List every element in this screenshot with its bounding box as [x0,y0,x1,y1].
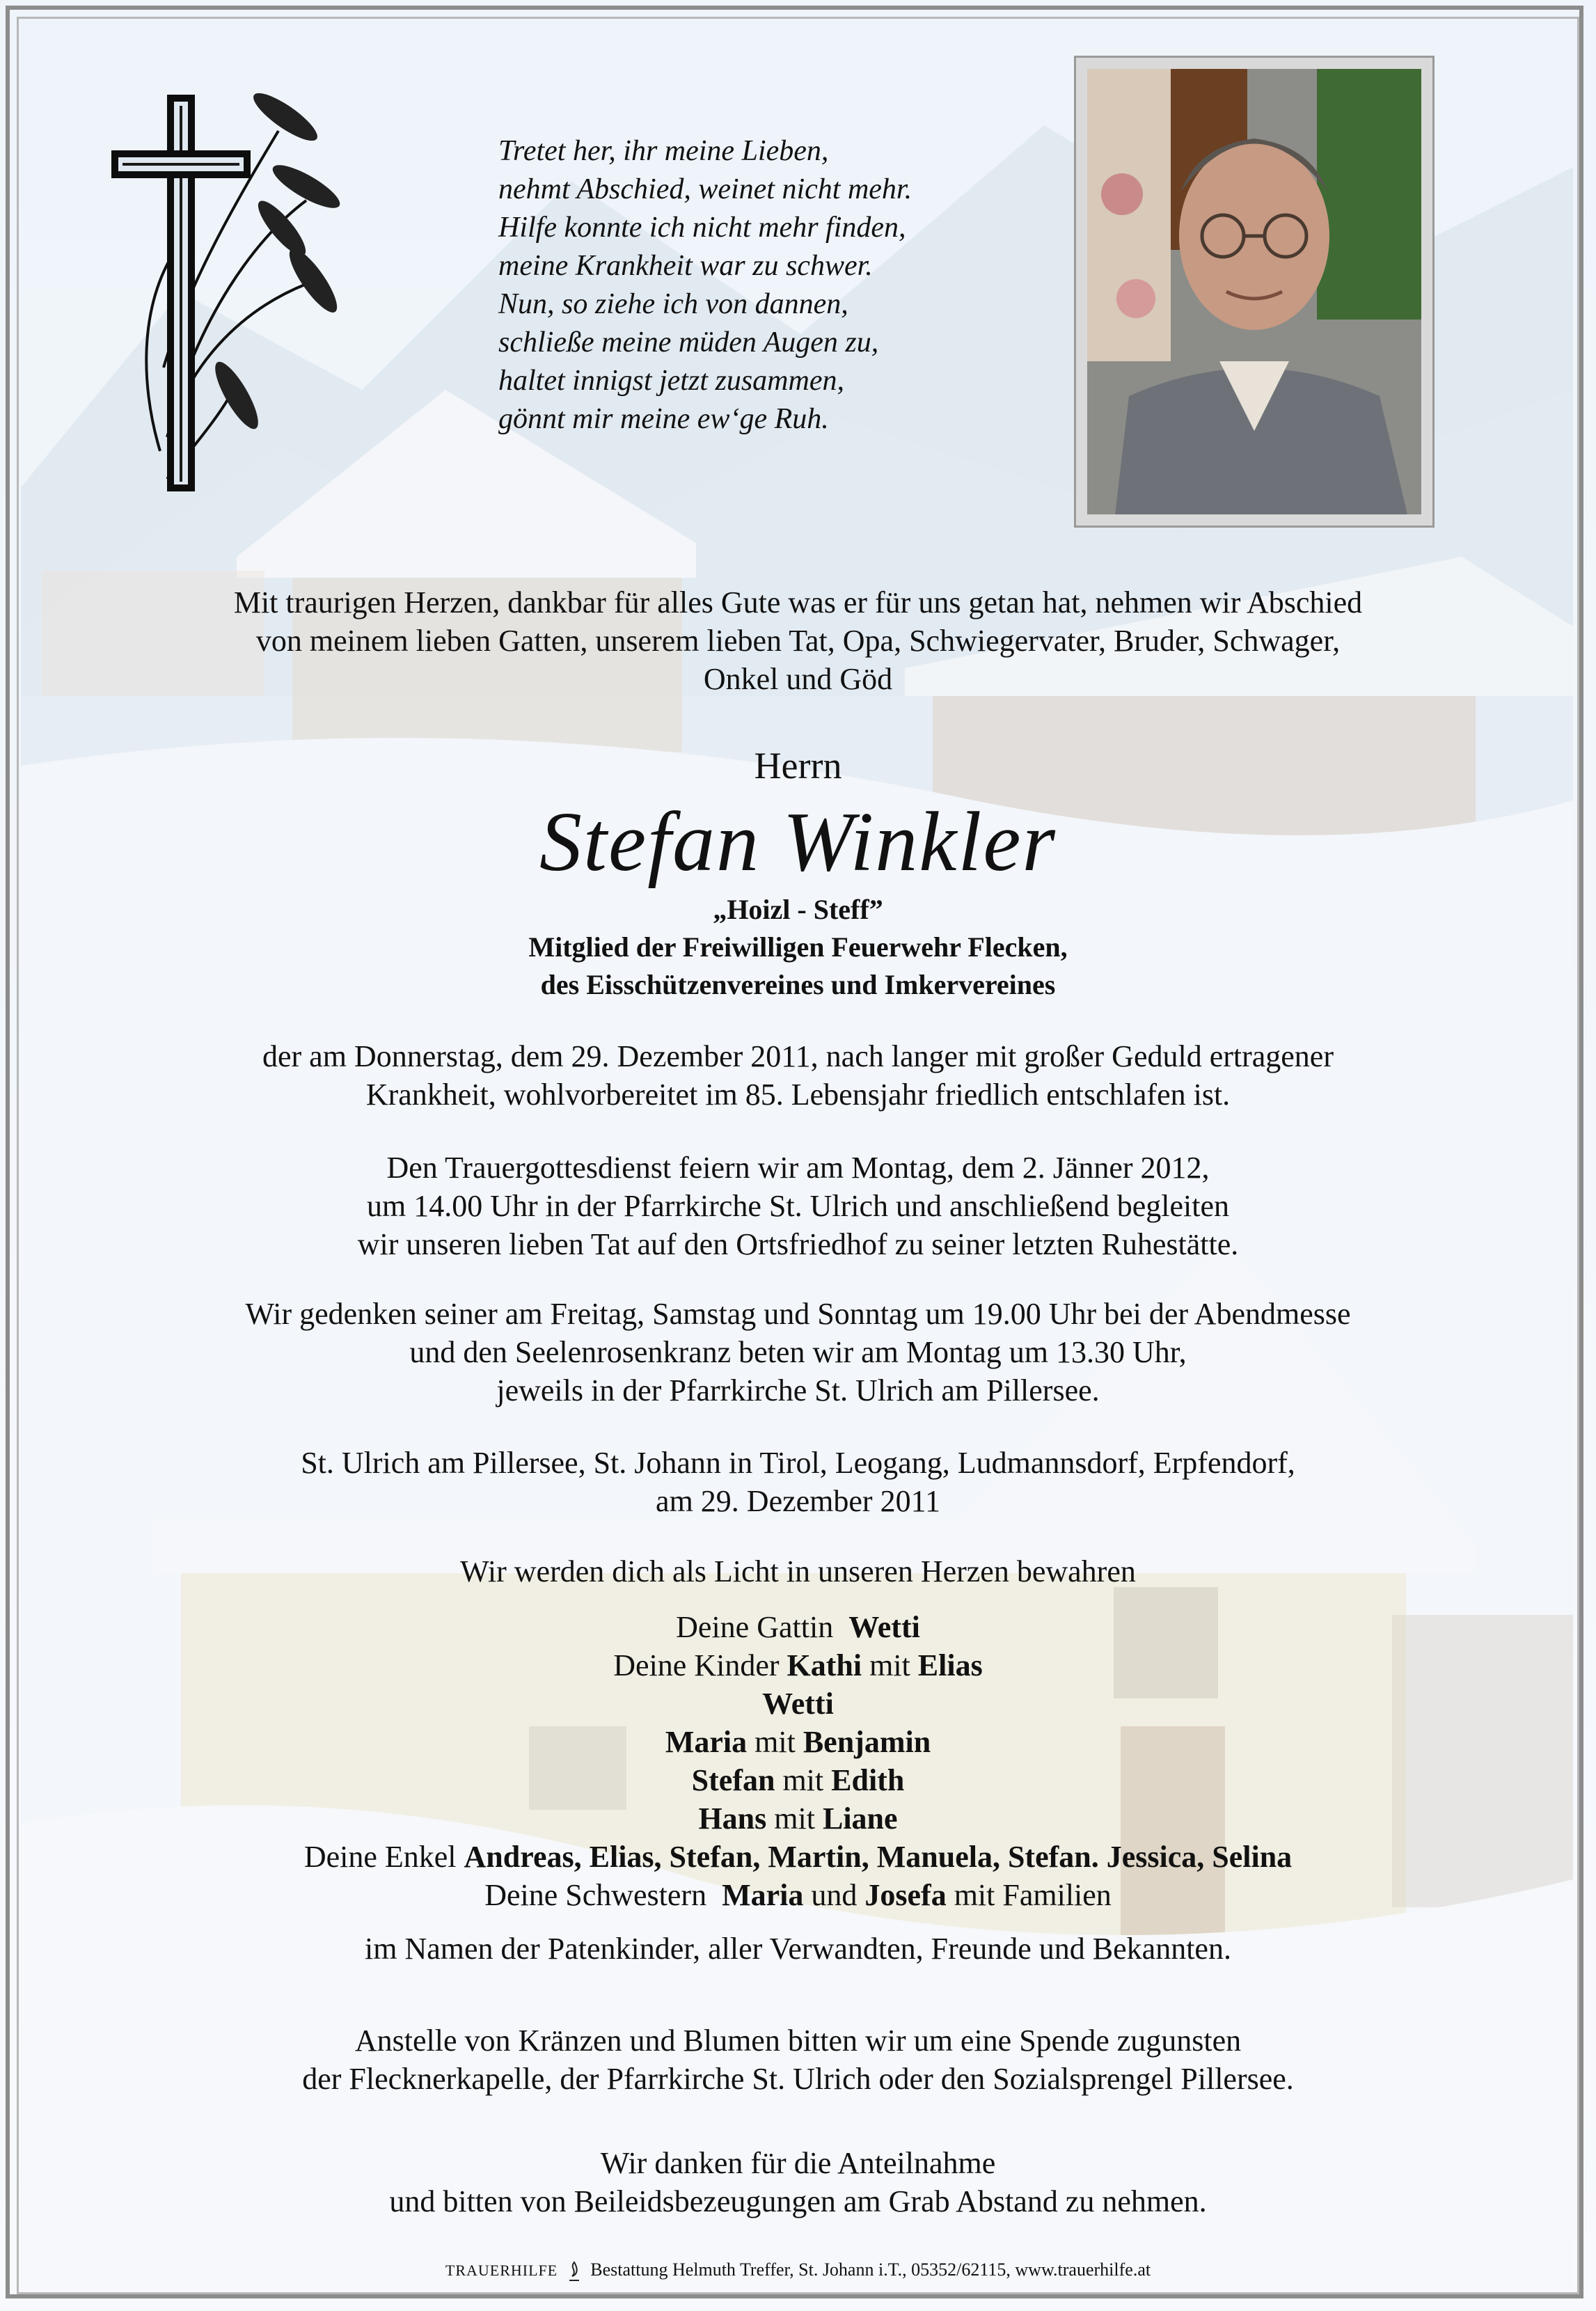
sister-name: Maria [722,1878,804,1912]
prayer-line: und den Seelenrosenkranz beten wir am Montag um 13.30 Uhr, [409,1335,1187,1369]
death-notice [111,1037,1485,1114]
with-word: mit [869,1648,910,1682]
poem-line: schließe meine müden Augen zu, [498,326,879,358]
child-line [111,1723,1485,1761]
partner-name: Elias [917,1648,983,1682]
prayer-times [111,1295,1485,1410]
service-line: um 14.00 Uhr in der Pfarrkirche St. Ulrich und anschließend begleiten [366,1189,1229,1223]
partner-name: Benjamin [803,1725,931,1759]
funeral-service [111,1149,1485,1263]
sisters-label: Deine Schwestern [484,1878,707,1912]
child-line [111,1685,1485,1723]
child-line [111,1799,1485,1838]
child-name: Maria [665,1725,748,1759]
wife-line [111,1608,1485,1646]
cross-with-wheat-icon [97,89,348,500]
thanks-line: Wir danken für die Anteilnahme [600,2146,996,2180]
donation-request [111,2021,1485,2098]
poem-line: Hilfe konnte ich nicht mehr finden, [498,212,906,244]
intro-text [111,583,1485,698]
child-name: Kathi [787,1648,862,1682]
sisters-line [111,1876,1485,1914]
poem-line: meine Krankheit war zu schwer. [498,250,873,282]
grandchildren-names: Andreas, Elias, Stefan, Martin, Manuela, Stefan. Jessica, Selina [464,1840,1293,1874]
motto: Wir werden dich als Licht in unseren Herzen bewahren [460,1554,1136,1588]
poem-line: gönnt mir meine ew‘ge Ruh. [498,403,829,435]
wife-label: Deine Gattin [676,1610,834,1644]
child-name: Hans [698,1801,767,1836]
places-and-date [111,1444,1485,1520]
on-behalf-line: im Namen der Patenkinder, aller Verwandten, Freunde und Bekannten. [365,1932,1231,1966]
child-line [111,1761,1485,1799]
date-line: am 29. Dezember 2011 [656,1484,940,1518]
poem-line: haltet innigst jetzt zusammen, [498,365,844,397]
portrait-photo [1087,69,1421,514]
prayer-line: Wir gedenken seiner am Freitag, Samstag und Sonntag um 19.00 Uhr bei der Abendmesse [245,1297,1351,1331]
portrait-frame [1074,56,1435,528]
poem [498,132,1027,439]
family-list [111,1608,1485,1914]
poem-line: nehmt Abschied, weinet nicht mehr. [498,173,912,205]
nickname-and-memberships [111,891,1485,1004]
partner-name: Liane [822,1801,898,1836]
membership-line: Mitglied der Freiwilligen Feuerwehr Flecken, [528,931,1068,963]
and-word: und [811,1878,858,1912]
poem-line: Nun, so ziehe ich von dannen, [498,288,848,320]
prayer-line: jeweils in der Pfarrkirche St. Ulrich am Pillersee. [496,1373,1100,1407]
with-word: mit [782,1763,824,1797]
sisters-suffix: mit Familien [954,1878,1112,1912]
flame-logo-icon [567,2261,582,2282]
thanks-line: und bitten von Beileidsbezeugungen am Grab Abstand zu nehmen. [389,2184,1207,2218]
donation-line: der Flecknerkapelle, der Pfarrkirche St. Ulrich oder den Sozialsprengel Pillersee. [302,2062,1294,2096]
membership-line: des Eisschützenvereines und Imkervereines [540,969,1056,1000]
nickname: „Hoizl - Steff” [713,894,883,925]
footer-brand: TRAUERHILFE [445,2262,558,2279]
places-line: St. Ulrich am Pillersee, St. Johann in Tirol, Leogang, Ludmannsdorf, Erpfendorf, [301,1446,1295,1480]
intro-line: Mit traurigen Herzen, dankbar für alles Gute was er für uns getan hat, nehmen wir Abschied [233,585,1363,620]
wife-name: Wetti [848,1610,920,1644]
children-label: Deine Kinder [613,1648,780,1682]
service-line: Den Trauergottesdienst feiern wir am Montag, dem 2. Jänner 2012, [386,1151,1210,1185]
child-name: Stefan [691,1763,775,1797]
poem-line: Tretet her, ihr meine Lieben, [498,135,829,167]
children-line [111,1646,1485,1685]
footer [111,2258,1485,2282]
intro-line: Onkel und Göd [703,662,893,696]
grandchildren-line [111,1838,1485,1876]
donation-line: Anstelle von Kränzen und Blumen bitten wir um eine Spende zugunsten [354,2024,1242,2058]
death-notice-line: Krankheit, wohlvorbereitet im 85. Lebensjahr friedlich entschlafen ist. [365,1078,1231,1112]
grandchildren-label: Deine Enkel [303,1840,457,1874]
service-line: wir unseren lieben Tat auf den Ortsfriedhof zu seiner letzten Ruhestätte. [357,1227,1239,1261]
partner-name: Edith [831,1763,905,1797]
death-notice-line: der am Donnerstag, dem 29. Dezember 2011, nach langer mit großer Geduld ertragener [262,1039,1334,1073]
sister-name: Josefa [864,1878,947,1912]
intro-line: von meinem lieben Gatten, unserem lieben Tat, Opa, Schwiegervater, Bruder, Schwager, [255,624,1341,658]
with-word: mit [774,1801,815,1836]
footer-text: Bestattung Helmuth Treffer, St. Johann i.T., 05352/62115, www.trauerhilfe.at [590,2259,1151,2280]
with-word: mit [754,1725,796,1759]
salutation: Herrn [754,745,842,787]
deceased-name: Stefan Winkler [539,795,1057,889]
thanks-text [111,2144,1485,2221]
child-name: Wetti [762,1687,834,1721]
